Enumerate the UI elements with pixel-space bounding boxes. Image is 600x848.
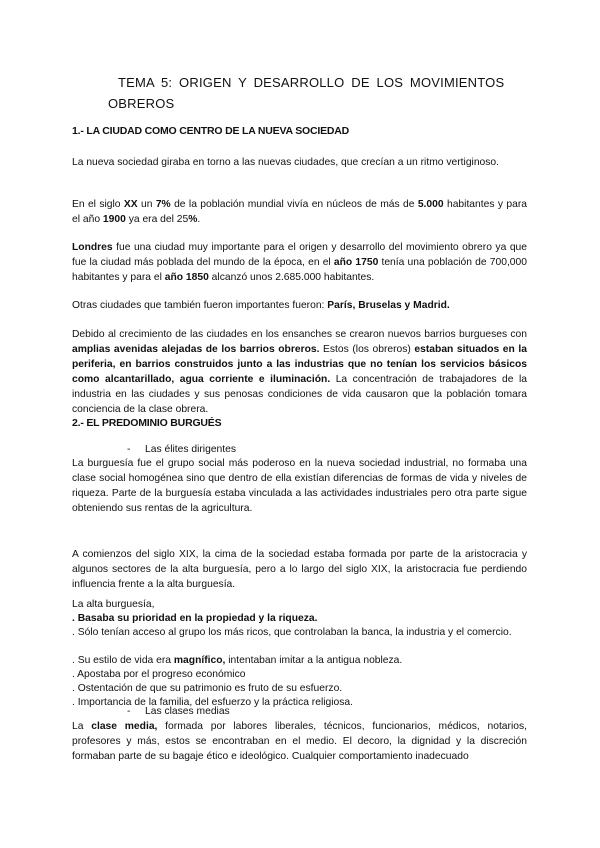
list-item: . Apostaba por el progreso económico <box>72 669 246 680</box>
list-intro: La alta burguesía, <box>72 599 155 610</box>
section-1-heading: 1.- LA CIUDAD COMO CENTRO DE LA NUEVA SOCIEDAD <box>72 125 350 137</box>
list-item: . Sólo tenían acceso al grupo los más ricos, que controlaban la banca, la industria y el comercio. <box>72 627 512 638</box>
subheading: - Las élites dirigentes <box>127 444 237 455</box>
paragraph: La clase media, formada por labores liberales, técnicos, funcionarios, médicos, notarios, profesores y más, estos se encontraban en el medio. El decoro, la dignidad y la discreción formaban parte de su bagaje ético e ideológico. Cualquier comportamiento inadecuado <box>72 721 527 762</box>
subheading: - Las clases medias <box>127 706 230 717</box>
paragraph: Debido al crecimiento de las ciudades en los ensanches se crearon nuevos barrios burgueses con amplias avenidas alejadas de los barrios obreros. Estos (los obreros) estaban situados en la periferia, en barrios construidos junto a las industrias que no tenían los servicios básicos como alcantarillado, agua corriente e iluminación. La concentración de trabajadores de la industria en las ciudades y sus penosas condiciones de vida causaron que la población tomara conciencia de la clase obrera. <box>72 329 528 415</box>
dash-bullet: - <box>127 706 131 717</box>
list-item: . Importancia de la familia, del esfuerzo y la práctica religiosa. <box>72 697 354 708</box>
list-item: . Basaba su prioridad en la propiedad y la riqueza. <box>72 613 318 624</box>
title-line-2: OBREROS <box>108 96 175 111</box>
paragraph: A comienzos del siglo XIX, la cima de la sociedad estaba formada por parte de la aristocracia y algunos sectores de la alta burguesía, pero a lo largo del siglo XIX, la aristocracia fue perdiendo influencia frente a la alta burguesía. <box>72 549 527 590</box>
paragraph: La burguesía fue el grupo social más poderoso en la nueva sociedad industrial, no formaba una clase social homogénea sino que dentro de ella existían diferencias de formas de vida y niveles de riqueza. Parte de la burguesía estaba vinculada a las actividades industriales pero otra parte sigue obteniendo sus rentas de la agricultura. <box>72 458 527 514</box>
list-item: . Ostentación de que su patrimonio es fruto de su esfuerzo. <box>72 683 343 694</box>
paragraph: En el siglo XX un 7% de la población mundial vivía en núcleos de más de 5.000 habitantes y para el año 1900 ya era del 25%. <box>72 199 527 225</box>
paragraph: La nueva sociedad giraba en torno a las nuevas ciudades, que crecían a un ritmo vertiginoso. <box>72 157 500 168</box>
paragraph: Otras ciudades que también fueron importantes fueron: París, Bruselas y Madrid. <box>72 300 450 311</box>
paragraph: Londres fue una ciudad muy importante para el origen y desarrollo del movimiento obrero ya que fue la ciudad más poblada del mundo de la época, en el año 1750 tenía una población de 700,000 habitantes y para el año 1850 alcanzó unos 2.685.000 habitantes. <box>72 242 527 283</box>
title-line-1: TEMA 5: ORIGEN Y DESARROLLO DE LOS MOVIMIENTOS <box>118 75 505 90</box>
list-item: . Su estilo de vida era magnífico, intentaban imitar a la antigua nobleza. <box>72 655 403 666</box>
document-title <box>108 72 548 114</box>
section-2-heading: 2.- EL PREDOMINIO BURGUÉS <box>72 417 222 429</box>
dash-bullet: - <box>127 444 131 455</box>
